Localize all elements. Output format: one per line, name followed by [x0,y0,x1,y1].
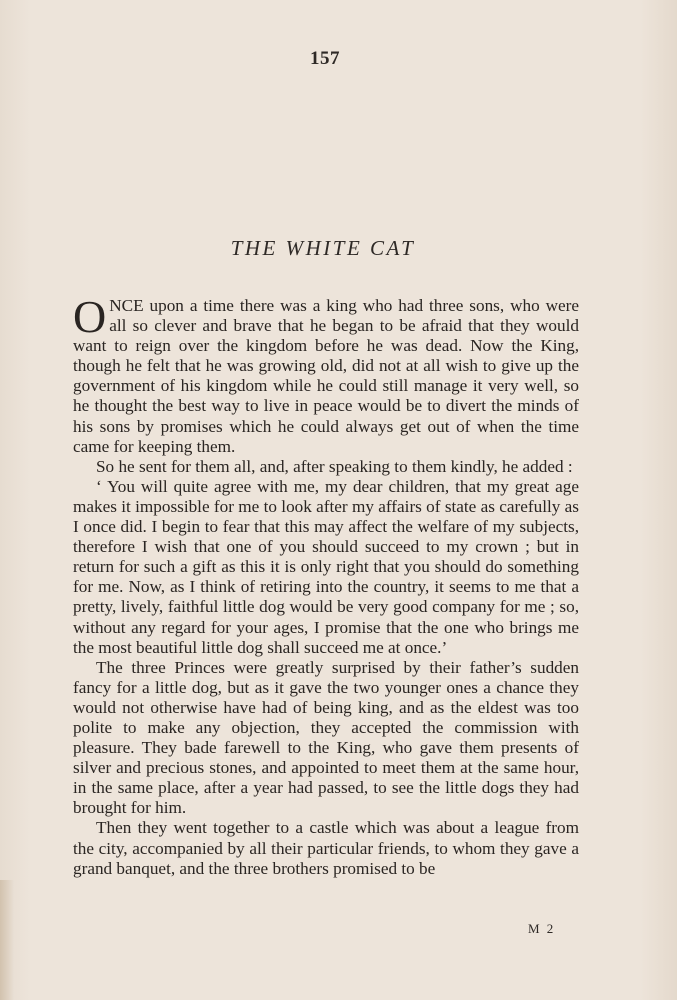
paragraph-5: Then they went together to a castle which was about a league from the city, accompanied by all their particular friends, to whom they gave a grand banquet, and the three brothers promised to be [73,818,579,878]
paragraph-2: So he sent for them all, and, after speaking to them kindly, he added : [96,456,573,476]
paragraph-3: ‘ You will quite agree with me, my dear children, that my great age makes it impossible for me to look after my affairs of state as carefully as I once did. I begin to fear that this may affect the welfare of my subjects, therefore I wish that one of you should succeed to my crown ; but in return for such a gift as this it is only right that you should do something for me. Now, as I think of retiring into the country, it seems to me that a pretty, lively, faithful little dog would be very good company for me ; so, without any regard for your ages, I promise that the one who brings me the most beautiful little dog shall succeed me at once.’ [73,476,579,657]
paragraph-1 [73,291,579,457]
signature-mark: M 2 [528,921,556,936]
paragraph-4: The three Princes were greatly surprised by their father’s sudden fancy for a little dog, but as it gave the two younger ones a chance they would not otherwise have had of being king, and as the eldest was too polite to make any objection, they accepted the commission with pleasure. They bade farewell to the King, who gave them presents of silver and precious stones, and appointed to meet them at the same hour, in the same place, after a year had passed, to see the little dogs they had brought for him. [73,657,579,818]
drop-cap: O [73,291,107,342]
paragraph-1-text: NCE upon a time there was a king who had three sons, who were all so clever and brave that he began to be afraid that they would want to reign over the kingdom before he was dead. Now the King, though he felt that he was growing old, did not at all wish to give up the government of his kingdom while he could still manage it very well, so he thought the best way to live in peace would be to divert the minds of his sons by promises which he could always get out of when the time came for keeping them. [73,296,579,456]
page-number: 157 [310,48,340,69]
body-text [73,291,579,879]
chapter-title: THE WHITE CAT [230,236,416,260]
page-edge-shadow [0,880,14,1000]
